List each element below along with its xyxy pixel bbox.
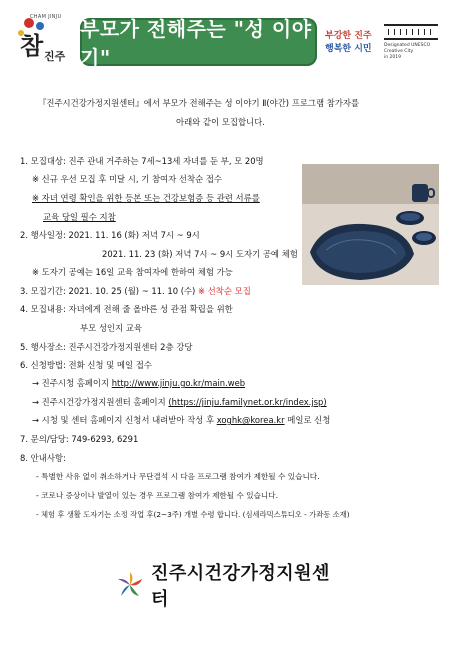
- item-6-b-label: → 진주시건강가정지원센터 홈페이지: [32, 397, 166, 407]
- item-1-note-2: ※ 자녀 연령 확인을 위한 등본 또는 건강보험증 등 관련 서류를: [32, 193, 260, 203]
- intro-line-1: 『진주시건강가정지원센터』에서 부모가 전해주는 성 이야기 Ⅱ(야간) 프로그램 참가자를: [38, 98, 360, 108]
- footer-org-logo: [115, 563, 340, 610]
- item-2-schedule-b: 2021. 11. 23 (화) 저녁 7시 ~ 9시 도자기 공예 체험: [102, 249, 298, 259]
- item-8-notice-a: - 특별한 사유 없이 취소하거나 무단결석 시 다음 프로그램 참여가 제한될 수 있습니다.: [36, 472, 320, 481]
- item-2-note: ※ 도자기 공예는 16일 교육 참여자에 한하여 체험 가능: [32, 267, 233, 277]
- title-banner: [80, 17, 317, 70]
- unesco-line-1: Designated UNESCO: [384, 43, 431, 48]
- item-3-period-text: 3. 모집기간: 2021. 10. 25 (월) ~ 11. 10 (수): [20, 286, 196, 296]
- banner-title: 부모가 전해주는 "성 이야기": [80, 17, 312, 70]
- jinju-city-link[interactable]: http://www.jinju.go.kr/main.web: [111, 378, 246, 388]
- item-1-note-3: 교육 당일 필수 지참: [43, 212, 116, 222]
- footer-org-name: 진주시건강가정지원센터: [151, 563, 330, 610]
- family-center-link[interactable]: (https://jinju.familynet.or.kr/index.jsp): [168, 397, 327, 407]
- item-8-notice-b: - 코로나 증상이나 발열이 있는 경우 프로그램 참여가 제한될 수 있습니다.: [36, 491, 279, 500]
- unesco-line-3: in 2019: [384, 55, 401, 60]
- item-6-option-a: [32, 377, 245, 389]
- logo-big-char: 참: [20, 32, 44, 60]
- item-6-method: 6. 신청방법: 전화 신청 및 메일 접수: [20, 360, 152, 370]
- city-slogan: [325, 30, 385, 56]
- slogan-line-2: 행복한 시민: [325, 44, 372, 54]
- item-1-note-1: ※ 신규 우선 모집 후 미달 시, 기 참여자 선착순 접수: [32, 174, 223, 184]
- family-center-emblem-icon: [115, 570, 145, 600]
- item-8-notice-c: - 체험 후 생활 도자기는 소정 작업 후(2~3주) 개별 수령 합니다. (심세라믹스튜디오 - 가좌동 소재): [36, 510, 350, 519]
- item-6-option-c: [32, 414, 330, 426]
- item-5-venue: 5. 행사장소: 진주시건강가정지원센터 2층 강당: [20, 342, 193, 352]
- item-4-content: 4. 모집내용: 자녀에게 전해 줄 올바른 성 관점 확립을 위한: [20, 304, 233, 314]
- item-6-c-post: 메일로 신청: [287, 415, 331, 425]
- item-6-c-label: → 시청 및 센터 홈페이지 신청서 내려받아 작성 후: [32, 415, 215, 425]
- item-6-option-b: [32, 396, 327, 408]
- city-logo: [14, 14, 72, 72]
- logo-city-name: 진주: [44, 50, 66, 63]
- item-8-notice: 8. 안내사항:: [20, 453, 66, 463]
- logo-small-text: CHAM JINJU: [30, 14, 62, 20]
- unesco-temple-icon: [384, 24, 438, 40]
- unesco-logo: [384, 24, 444, 61]
- item-2-schedule: 2. 행사일정: 2021. 11. 16 (화) 저녁 7시 ~ 9시: [20, 230, 200, 240]
- item-3-period: [20, 285, 251, 297]
- ceramics-photo: [302, 164, 439, 285]
- item-4-content-b: 부모 성인지 교육: [80, 323, 142, 333]
- item-1-target: 1. 모집대상: 진주 관내 거주하는 7세~13세 자녀를 둔 부, 모 20명: [20, 156, 264, 166]
- item-6-a-label: → 진주시청 홈페이지: [32, 378, 110, 388]
- item-3-first-come: ※ 선착순 모집: [198, 286, 251, 296]
- unesco-line-2: Creative City: [384, 49, 414, 54]
- slogan-line-1: 부강한 진주: [325, 31, 372, 41]
- intro-line-2: 아래와 같이 모집합니다.: [176, 117, 265, 127]
- item-7-contact: 7. 문의/담당: 749-6293, 6291: [20, 434, 139, 444]
- email-link[interactable]: xoghk@korea.kr: [216, 415, 285, 425]
